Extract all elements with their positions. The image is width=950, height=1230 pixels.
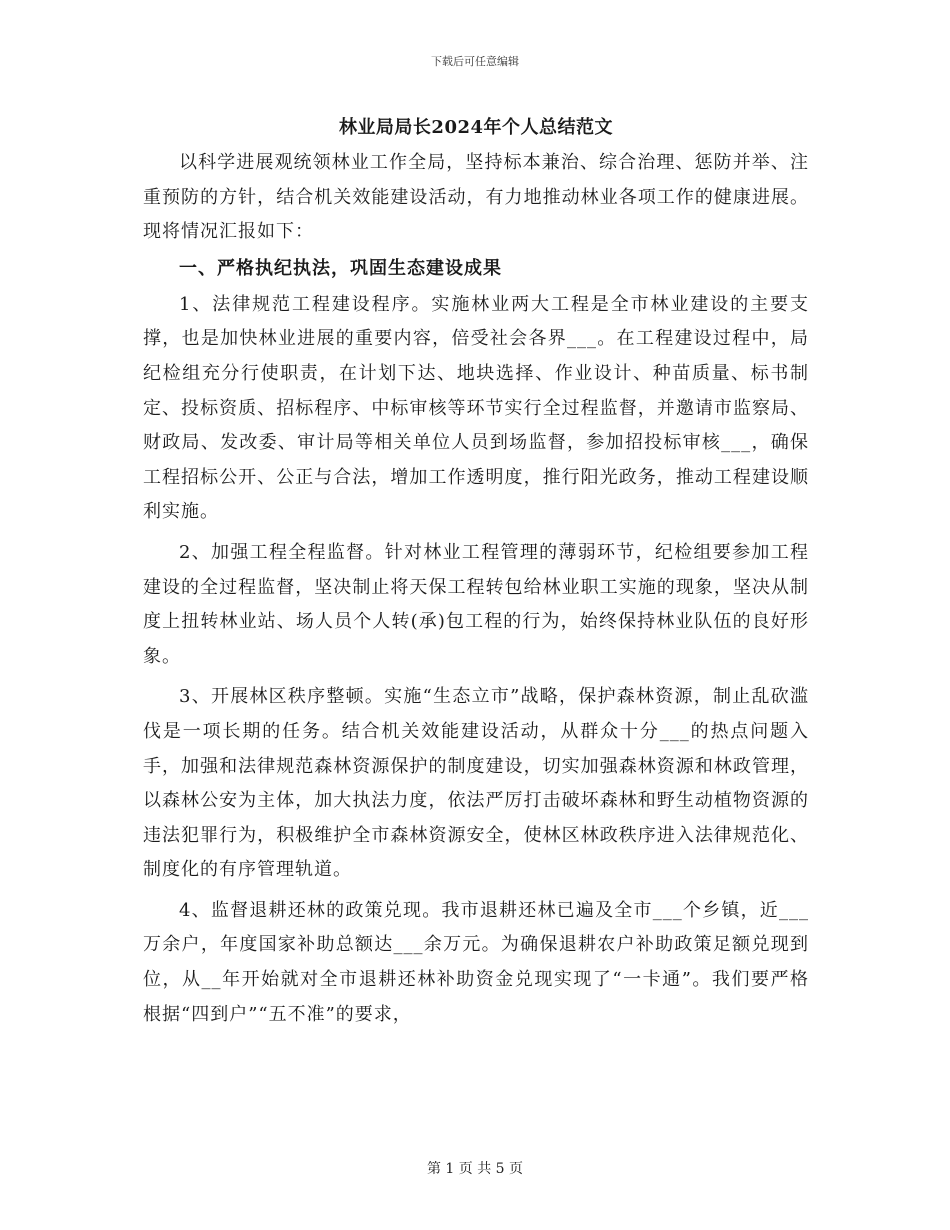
paragraph-4: 4、监督退耕还林的政策兑现。我市退耕还林已遍及全市___个乡镇，近___万余户，年度国家补助总额达___余万元。为确保退耕农户补助政策足额兑现到位，从__年开始就对全市退耕还林补助资金兑现实现了“一卡通”。我们要严格根据“四到户”“五不准”的要求， xyxy=(143,899,809,1025)
paragraph-2: 2、加强工程全程监督。针对林业工程管理的薄弱环节，纪检组要参加工程建设的全过程监督，坚决制止将天保工程转包给林业职工实施的现象，坚决从制度上扭转林业站、场人员个人转(承)包工程的行为，始终保持林业队伍的良好形象。 xyxy=(143,541,809,667)
section-heading: 一、严格执纪执法，巩固生态建设成果 xyxy=(179,257,502,279)
paragraph-3: 3、开展林区秩序整顿。实施“生态立市”战略，保护森林资源，制止乱砍滥伐是一项长期的任务。结合机关效能建设活动，从群众十分___的热点问题入手，加强和法律规范森林资源保护的制度建设，切实加强森林资源和林政管理，以森林公安为主体，加大执法力度，依法严厉打击破坏森林和野生动植物资源的违法犯罪行为，积极维护全市森林资源安全，使林区林政秩序进入法律规范化、制度化的有序管理轨道。 xyxy=(143,686,809,881)
page-number: 第 1 页 共 5 页 xyxy=(426,1161,524,1177)
page-header-note: 下载后可任意编辑 xyxy=(431,55,519,68)
intro-paragraph: 以科学进展观统领林业工作全局，坚持标本兼治、综合治理、惩防并举、注重预防的方针，结合机关效能建设活动，有力地推动林业各项工作的健康进展。现将情况汇报如下： xyxy=(143,152,809,243)
document-title: 林业局局长2024年个人总结范文 xyxy=(338,117,614,138)
paragraph-1: 1、法律规范工程建设程序。实施林业两大工程是全市林业建设的主要支撑，也是加快林业进展的重要内容，倍受社会各界___。在工程建设过程中，局纪检组充分行使职责，在计划下达、地块选择、作业设计、种苗质量、标书制定、投标资质、招标程序、中标审核等环节实行全过程监督，并邀请市监察局、财政局、发改委、审计局等相关单位人员到场监督，参加招投标审核___，确保工程招标公开、公正与合法，增加工作透明度，推行阳光政务，推动工程建设顺利实施。 xyxy=(143,293,809,523)
document-body xyxy=(143,114,809,1032)
